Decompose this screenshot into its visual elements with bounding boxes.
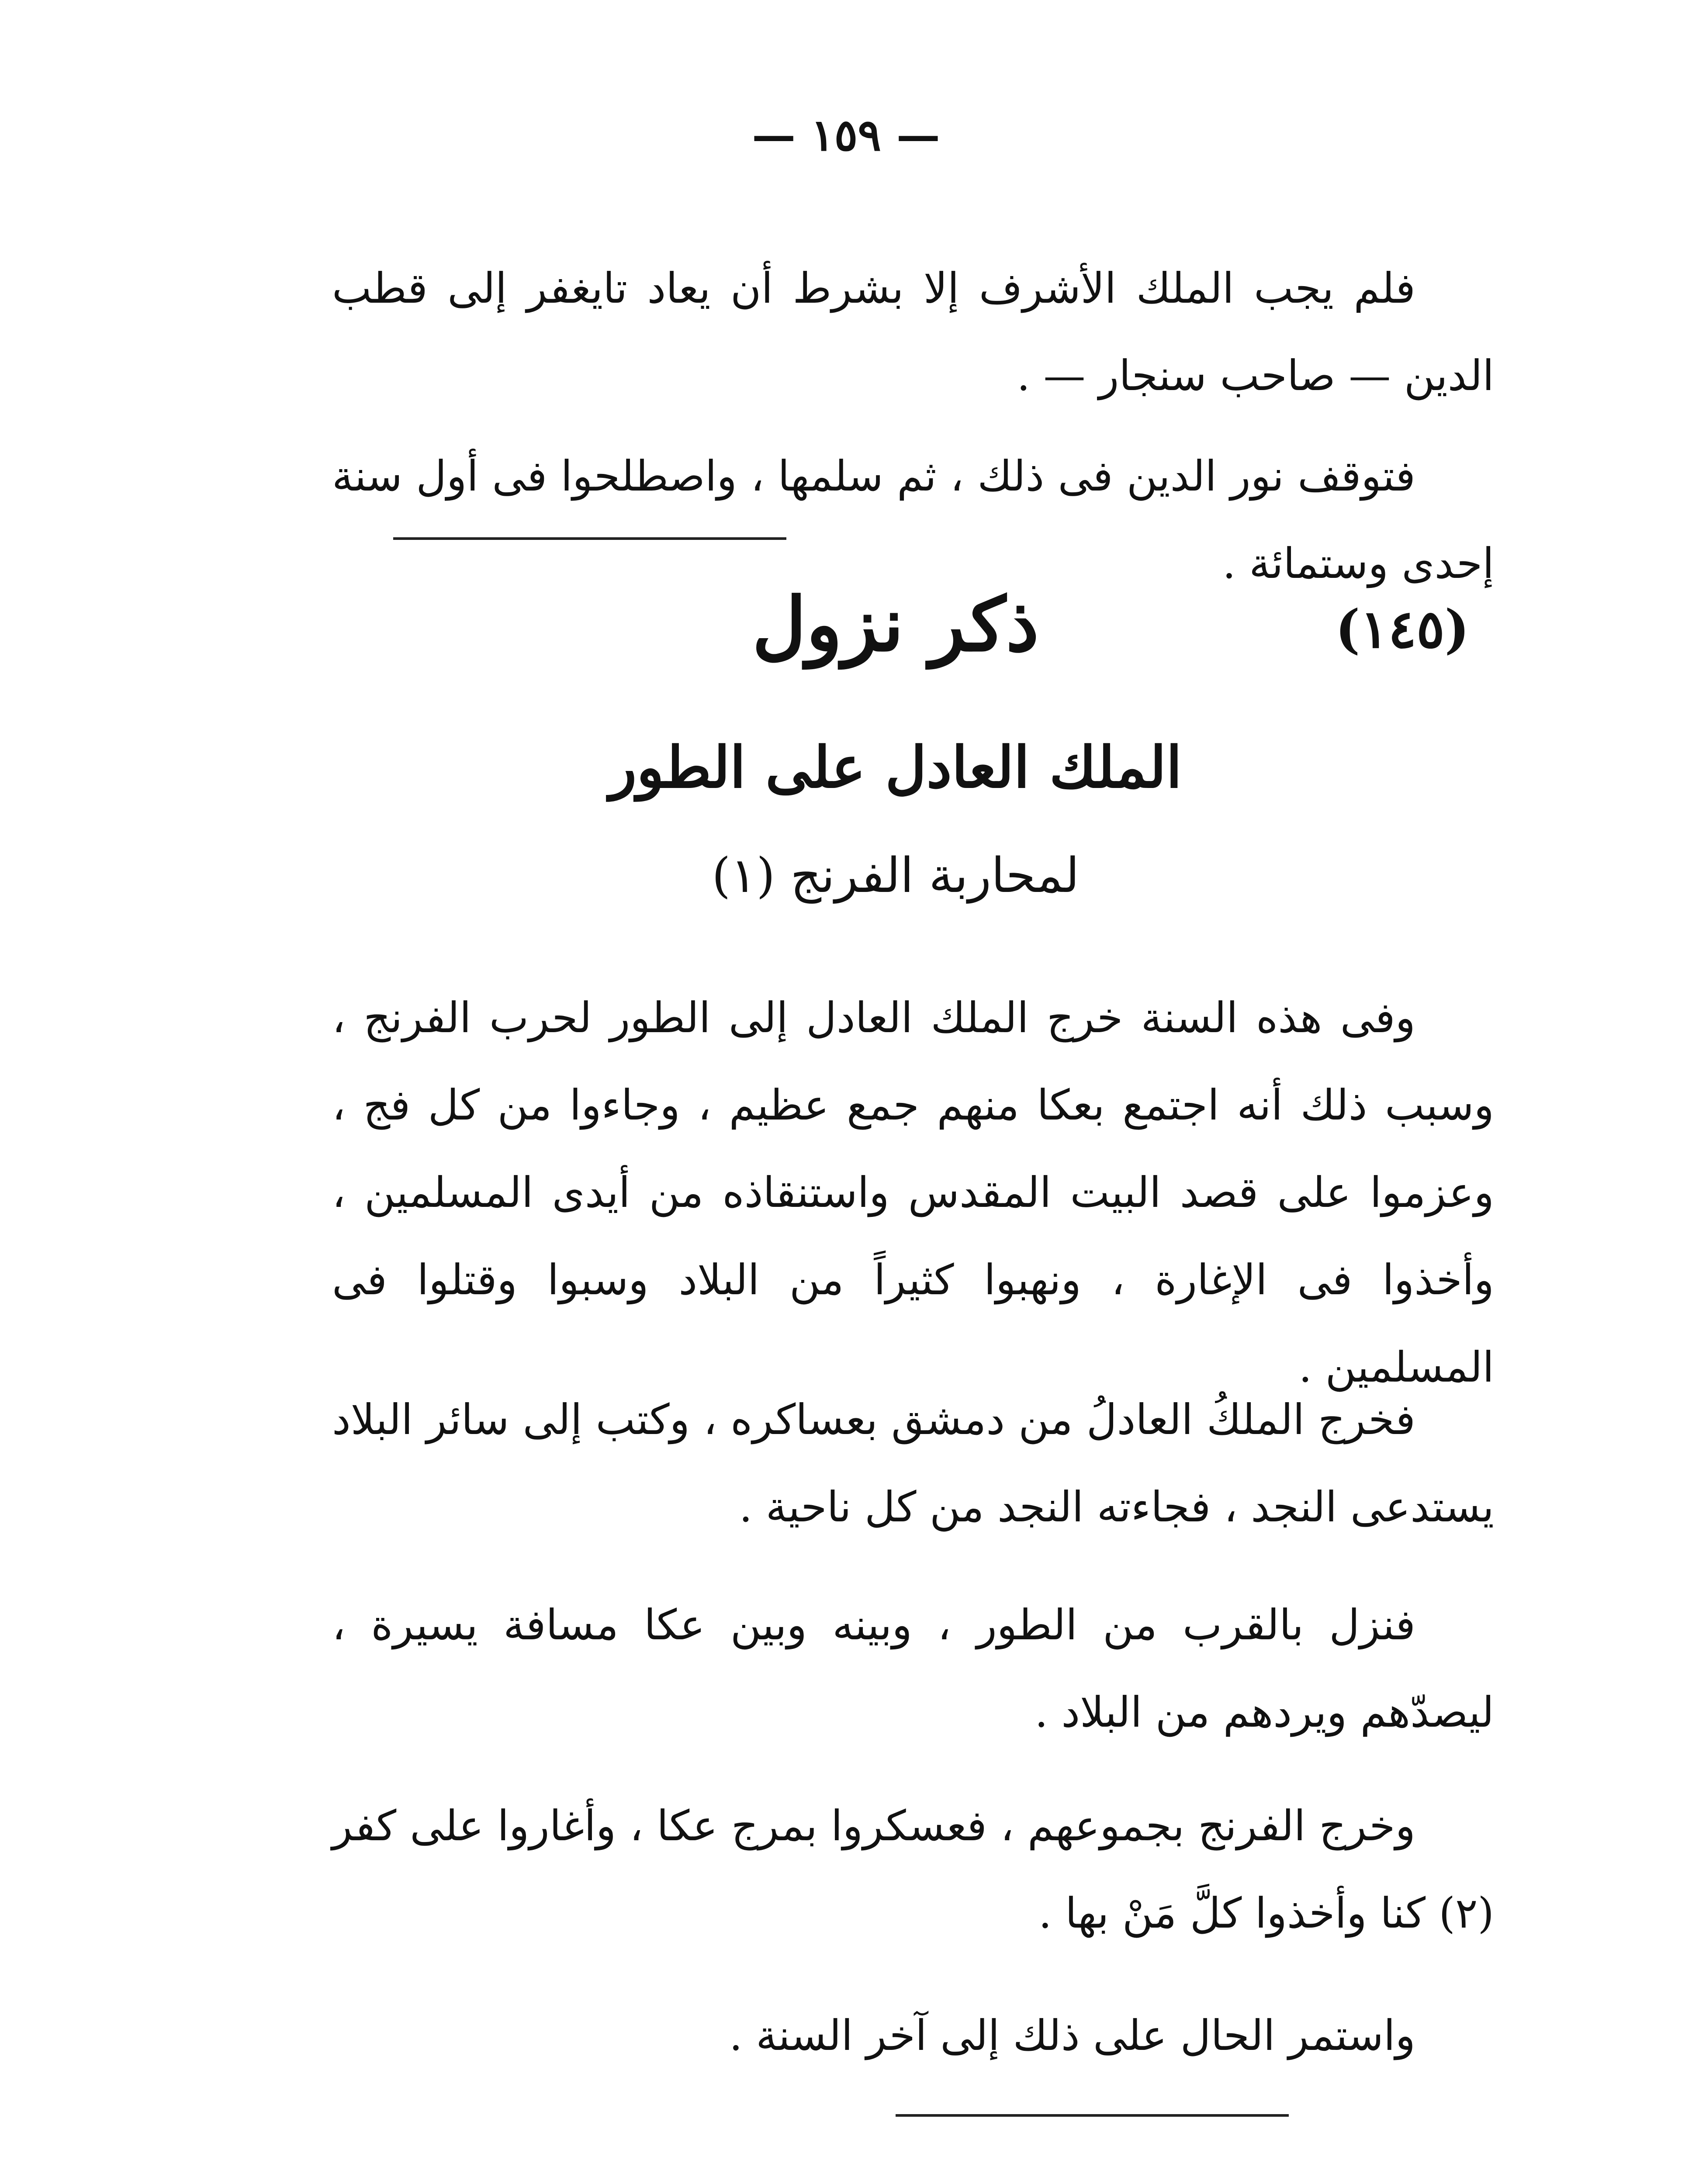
section-divider	[393, 537, 786, 540]
paragraph-text: فلم يجب الملك الأشرف إلا بشرط أن يعاد تايغفر إلى قطب الدين — صاحب سنجار — .	[332, 264, 1494, 400]
section-end-divider	[896, 2114, 1289, 2117]
paragraph	[332, 974, 1494, 1411]
paragraph-text: فتوقف نور الدين فى ذلك ، ثم سلمها ، واصطلحوا فى أول سنة إحدى وستمائة .	[332, 452, 1494, 588]
section-number: (١٤٥)	[1335, 598, 1470, 660]
paragraph	[332, 1581, 1494, 1756]
page-number: — ١٥٩ —	[752, 109, 940, 161]
paragraph	[332, 245, 1494, 419]
section-subtitle: الملك العادل على الطور	[609, 734, 1182, 801]
paragraph	[332, 1376, 1494, 1551]
paragraph-text: وخرج الفرنج بجموعهم ، فعسكروا بمرج عكا ، وأغاروا على كفر (٢) كنا وأخذوا كلَّ مَنْ بها .	[332, 1801, 1494, 1938]
paragraph	[332, 1992, 1494, 2079]
section-title: ذكر نزول	[752, 581, 1039, 668]
paragraph-text: فنزل بالقرب من الطور ، وبينه وبين عكا مسافة يسيرة ، ليصدّهم ويردهم من البلاد .	[332, 1600, 1494, 1737]
section-subtitle-2: لمحاربة الفرنج (١)	[712, 847, 1080, 903]
paragraph-text: واستمر الحال على ذلك إلى آخر السنة .	[729, 2011, 1415, 2060]
paragraph	[332, 1782, 1494, 1957]
paragraph-text: فخرج الملكُ العادلُ من دمشق بعساكره ، وكتب إلى سائر البلاد يستدعى النجد ، فجاءته النجد من كل ناحية .	[332, 1395, 1494, 1531]
paragraph-text: وفى هذه السنة خرج الملك العادل إلى الطور لحرب الفرنج ، وسبب ذلك أنه اجتمع بعكا منهم جمع عظيم ، وجاءوا من كل فج ، وعزموا على قصد البيت المقدس واستنقاذه من أيدى المسلمين ، وأخذوا فى الإغارة ، ونهبوا كثيراً من البلاد وسبوا وقتلوا فى المسلمين .	[332, 993, 1494, 1392]
